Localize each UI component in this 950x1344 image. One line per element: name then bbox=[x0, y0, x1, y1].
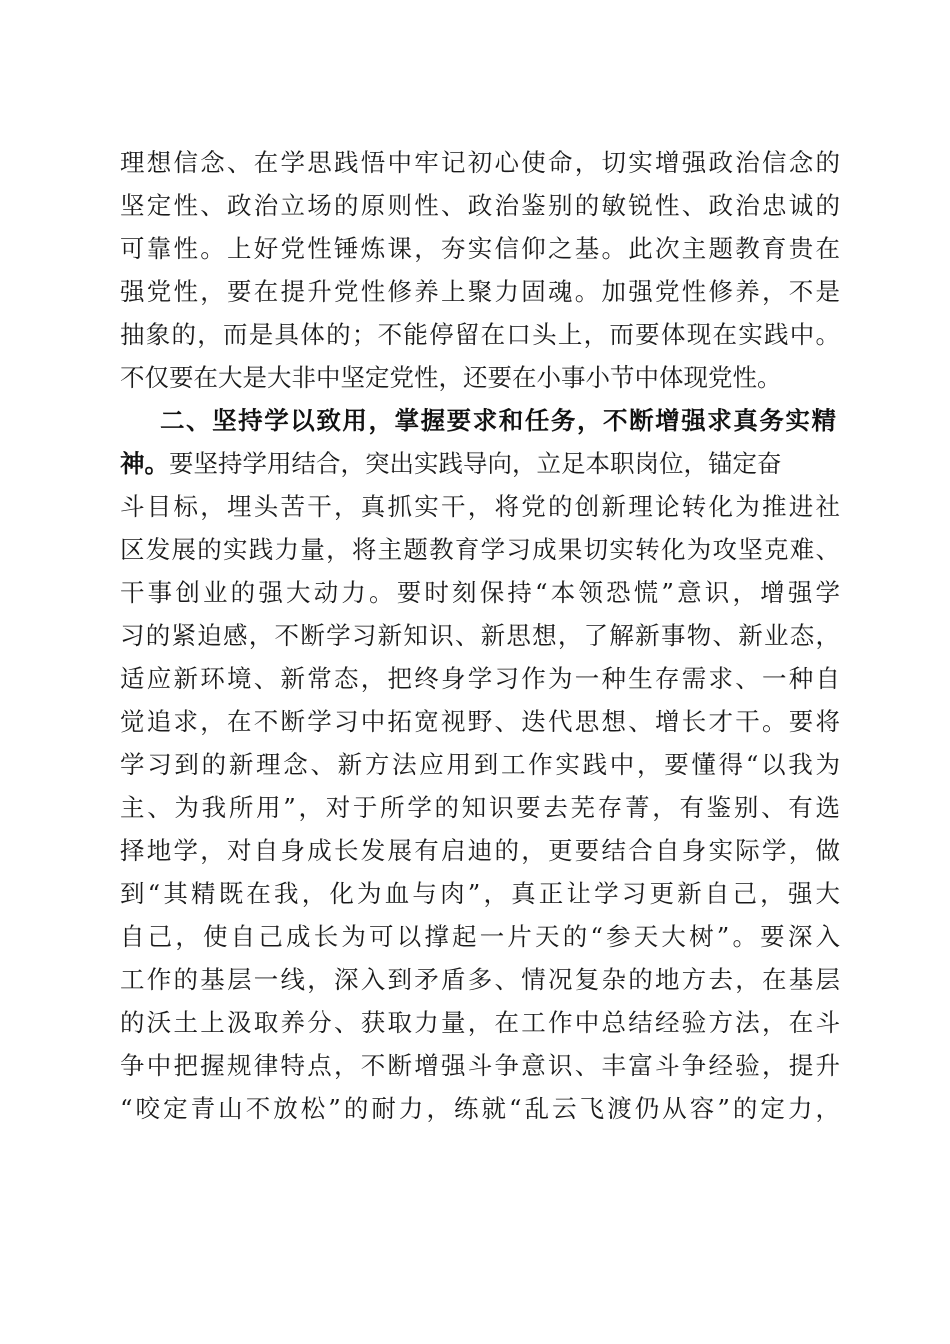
text-line: 强党性，要在提升党性修养上聚力固魂。加强党性修养，不是 bbox=[120, 277, 840, 306]
text-line: 干事创业的强大动力。要时刻保持“本领恐慌”意识，增强学 bbox=[120, 578, 840, 607]
text-line: 的沃土上汲取养分、获取力量，在工作中总结经验方法，在斗 bbox=[120, 1008, 840, 1037]
text-line: 争中把握规律特点，不断增强斗争意识、丰富斗争经验，提升 bbox=[120, 1051, 840, 1080]
text-line: 斗目标，埋头苦干，真抓实干，将党的创新理论转化为推进社 bbox=[120, 492, 840, 521]
text-line: 坚定性、政治立场的原则性、政治鉴别的敏锐性、政治忠诚的 bbox=[120, 191, 840, 220]
text-line: 择地学，对自身成长发展有启迪的，更要结合自身实际学，做 bbox=[120, 836, 840, 865]
text-line bbox=[120, 444, 840, 484]
text-line: 可靠性。上好党性锤炼课，夯实信仰之基。此次主题教育贵在 bbox=[120, 234, 840, 263]
text-line: “咬定青山不放松”的耐力，练就“乱云飞渡仍从容”的定力， bbox=[120, 1094, 840, 1123]
text-line: 主、为我所用”，对于所学的知识要去芜存菁，有鉴别、有选 bbox=[120, 793, 840, 822]
text-line: 习的紧迫感，不断学习新知识、新思想，了解新事物、新业态， bbox=[120, 621, 840, 650]
text-line: 抽象的，而是具体的；不能停留在口头上，而要体现在实践中。 bbox=[120, 320, 840, 349]
section-heading: 二、坚持学以致用，掌握要求和任务，不断增强求真务实精 bbox=[160, 406, 836, 435]
text-line: 觉追求，在不断学习中拓宽视野、迭代思想、增长才干。要将 bbox=[120, 707, 840, 736]
text-line: 到“其精既在我，化为血与肉”，真正让学习更新自己，强大 bbox=[120, 879, 840, 908]
section-heading-tail: 神。 bbox=[120, 449, 169, 478]
text-line: 工作的基层一线，深入到矛盾多、情况复杂的地方去，在基层 bbox=[120, 965, 840, 994]
text-line: 不仅要在大是大非中坚定党性，还要在小事小节中体现党性。 bbox=[120, 363, 782, 392]
text-line: 适应新环境、新常态，把终身学习作为一种生存需求、一种自 bbox=[120, 664, 840, 693]
text-line: 区发展的实践力量，将主题教育学习成果切实转化为攻坚克难、 bbox=[120, 535, 840, 564]
text-line-continuation: 要坚持学用结合，突出实践导向，立足本职岗位，锚定奋 bbox=[169, 449, 782, 478]
text-line: 自己，使自己成长为可以撑起一片天的“参天大树”。要深入 bbox=[120, 922, 840, 951]
text-line: 理想信念、在学思践悟中牢记初心使命，切实增强政治信念的 bbox=[120, 148, 840, 177]
text-line: 学习到的新理念、新方法应用到工作实践中，要懂得“以我为 bbox=[120, 750, 840, 779]
